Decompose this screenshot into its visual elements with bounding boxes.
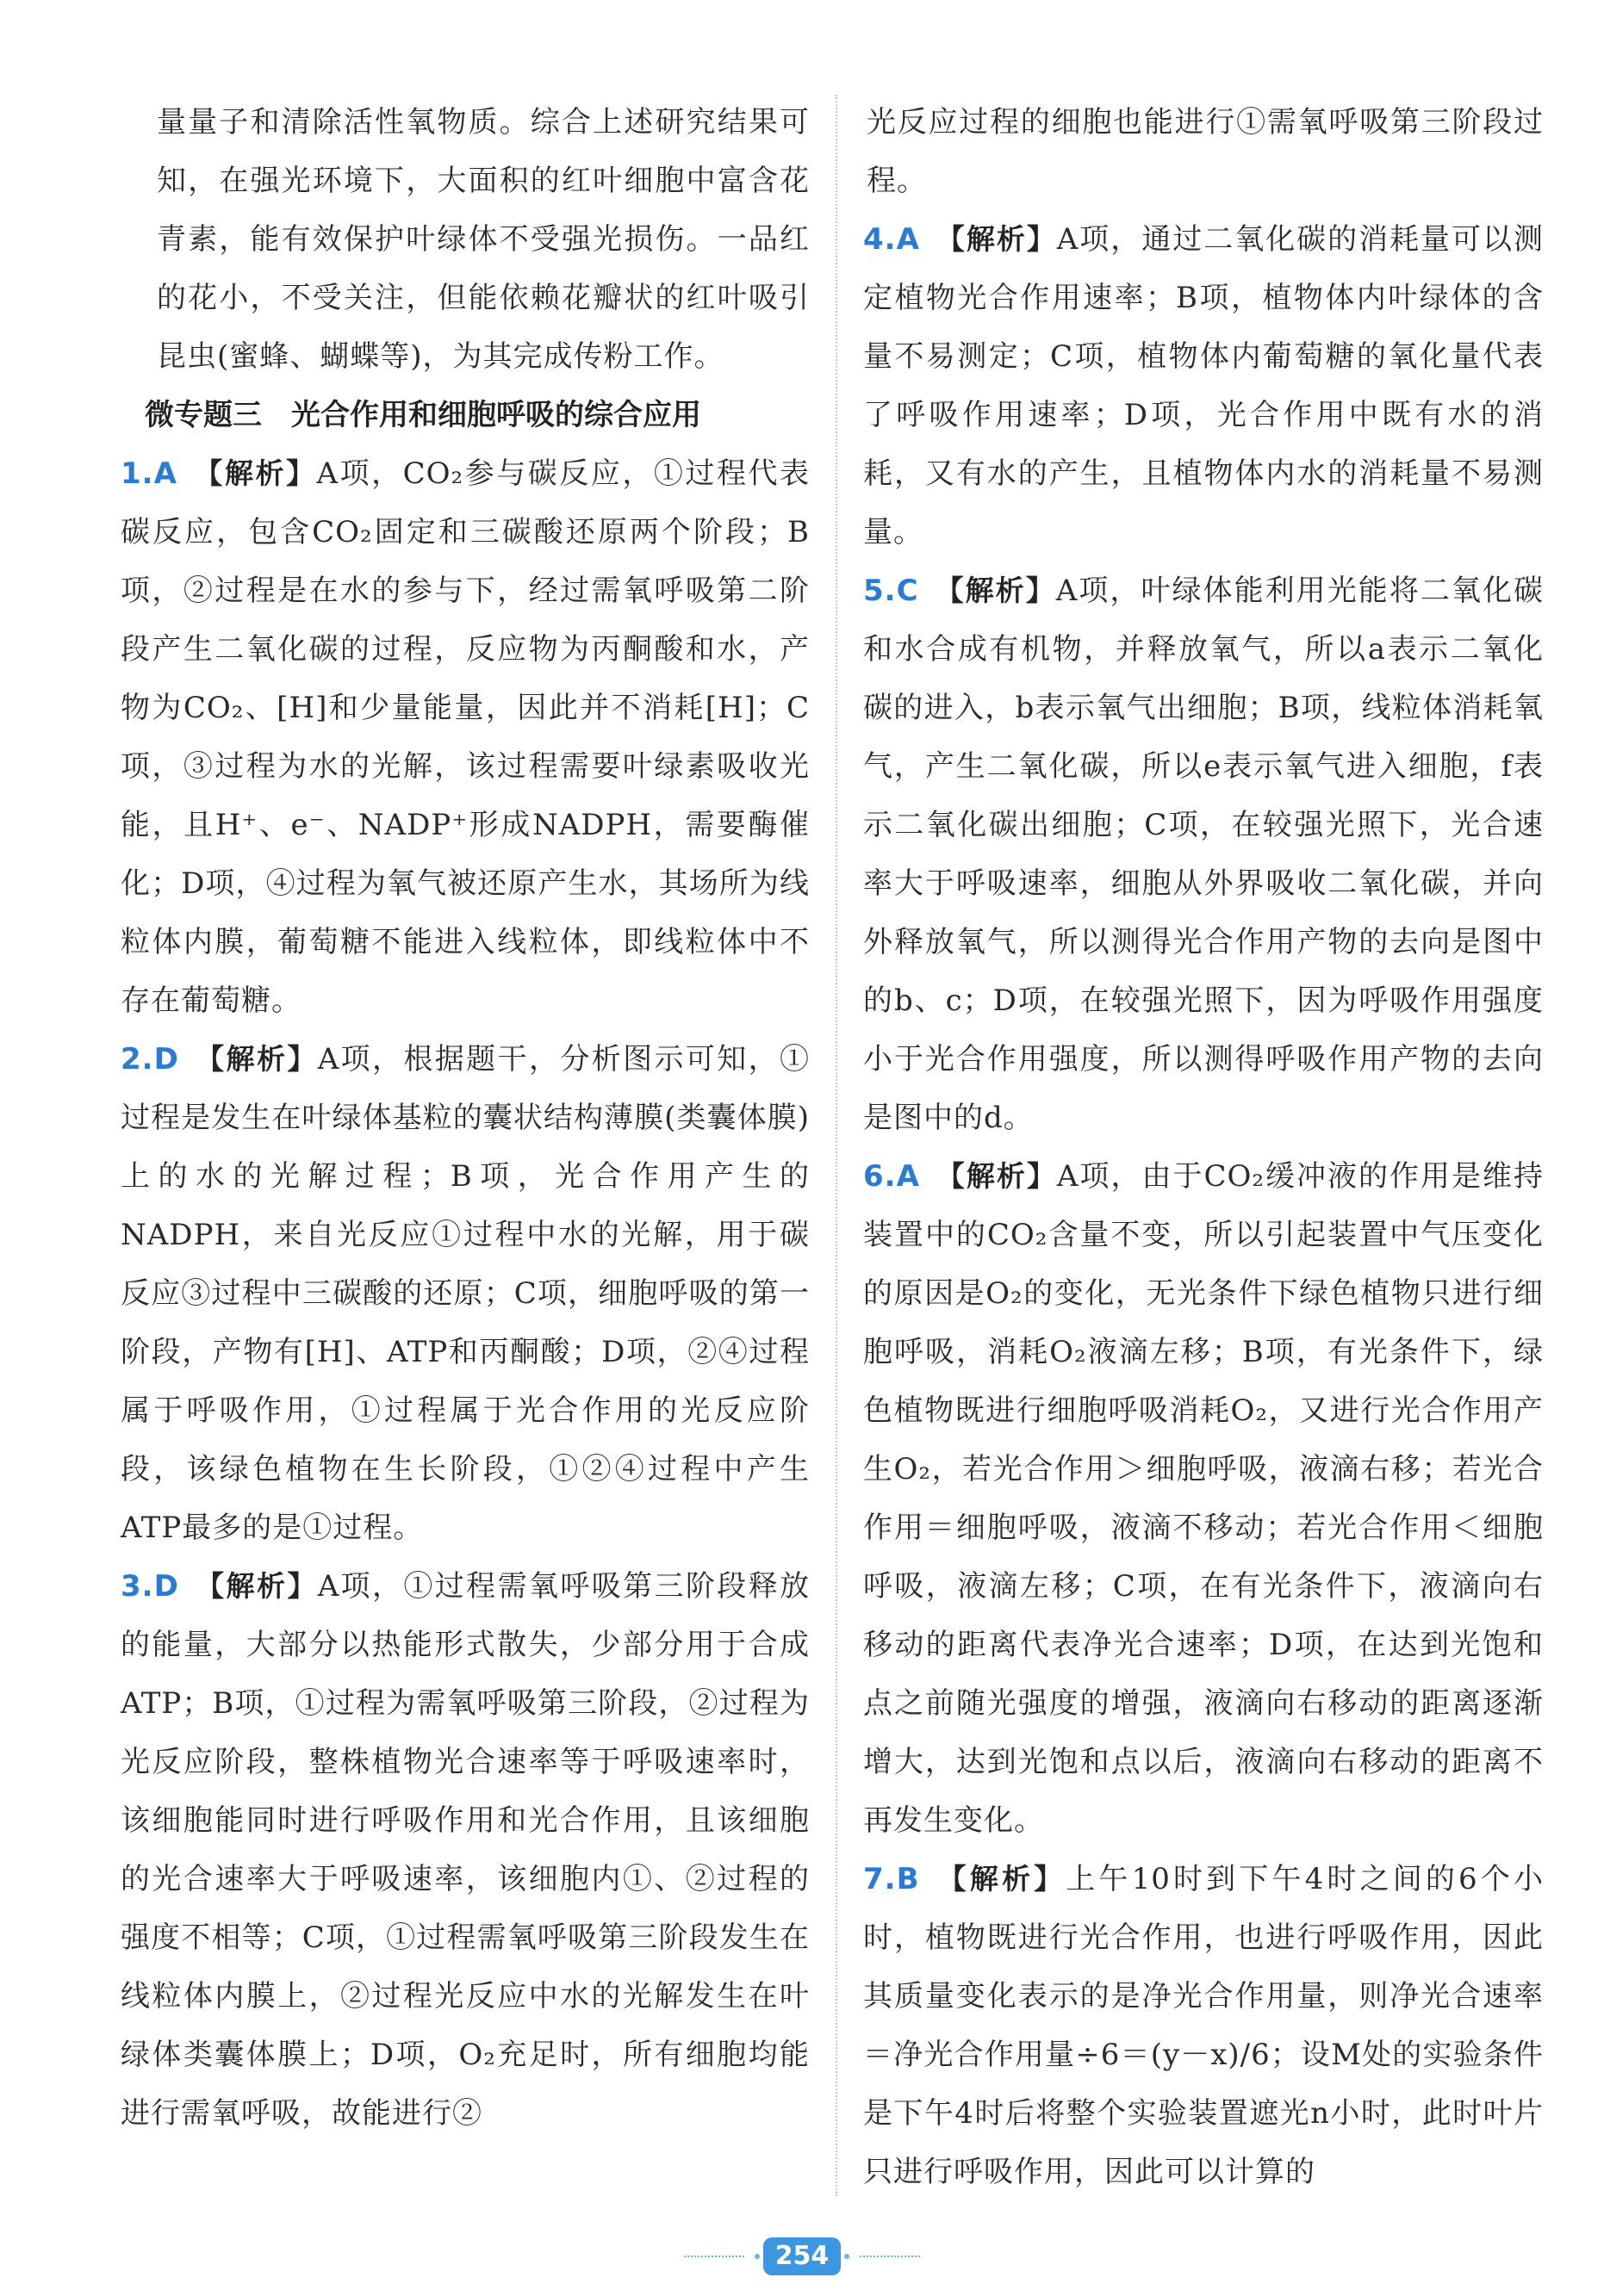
answer-number: 2.D <box>121 1042 179 1077</box>
answer-item-5 <box>863 562 1544 1147</box>
footer-left-rule <box>684 2256 744 2257</box>
answer-number: 5.C <box>863 574 919 608</box>
footer-dot <box>755 2254 760 2259</box>
page-footer <box>0 2235 1604 2278</box>
answer-number: 4.A <box>863 222 920 257</box>
analysis-tag: 【解析】 <box>194 1569 318 1603</box>
right-intro-paragraph: 光反应过程的细胞也能进行①需氧呼吸第三阶段过程。 <box>867 105 1544 198</box>
column-divider <box>836 95 837 2196</box>
answer-item-4 <box>863 210 1544 562</box>
answer-item-3 <box>121 1557 810 2143</box>
answer-text: A项，①过程需氧呼吸第三阶段释放的能量，大部分以热能形式散失，少部分用于合成ATP；B项，①过程为需氧呼吸第三阶段，②过程为光反应阶段，整株植物光合速率等于呼吸速率时，该细胞能同时进行呼吸作用和光合作用，且该细胞的光合速率大于呼吸速率，该细胞内①、②过程的强度不相等；C项，①过程需氧呼吸第三阶段发生在线粒体内膜上，②过程光反应中水的光解发生在叶绿体类囊体膜上；D项，O₂充足时，所有细胞均能进行需氧呼吸，故能进行② <box>121 1569 811 2131</box>
analysis-tag: 【解析】 <box>935 1159 1057 1193</box>
left-column <box>121 93 810 2143</box>
answer-number: 6.A <box>863 1159 920 1194</box>
analysis-tag: 【解析】 <box>934 574 1056 607</box>
answer-text: A项，CO₂参与碳反应，①过程代表碳反应，包含CO₂固定和三碳酸还原两个阶段；B项，②过程是在水的参与下，经过需氧呼吸第二阶段产生二氧化碳的过程，反应物为丙酮酸和水，产物为CO₂、[H]和少量能量，因此并不消耗[H]；C项，③过程为水的光解，该过程需要叶绿素吸收光能，且H⁺、e⁻、NADP⁺形成NADPH，需要酶催化；D项，④过程为氧气被还原产生水，其场所为线粒体内膜，葡萄糖不能进入线粒体，即线粒体中不存在葡萄糖。 <box>121 456 810 1018</box>
answer-item-1 <box>121 444 810 1030</box>
analysis-tag: 【解析】 <box>935 1862 1066 1896</box>
answer-text: 上午10时到下午4时之间的6个小时，植物既进行光合作用，也进行呼吸作用，因此其质量变化表示的是净光合作用量，则净光合速率＝净光合作用量÷6＝(y－x)/6；设M处的实验条件是下午4时后将整个实验装置遮光n小时，此时叶片只进行呼吸作用，因此可以计算的 <box>863 1862 1544 2189</box>
analysis-tag: 【解析】 <box>935 222 1057 256</box>
page-number: 254 <box>763 2237 842 2275</box>
answer-text: A项，叶绿体能利用光能将二氧化碳和水合成有机物，并释放氧气，所以a表示二氧化碳的进入，b表示氧气出细胞；B项，线粒体消耗氧气，产生二氧化碳，所以e表示氧气进入细胞，f表示二氧化碳出细胞；C项，在较强光照下，光合速率大于呼吸速率，细胞从外界吸收二氧化碳，并向外释放氧气，所以测得光合作用产物的去向是图中的b、c；D项，在较强光照下，因为呼吸作用强度小于光合作用强度，所以测得呼吸作用产物的去向是图中的d。 <box>863 574 1544 1135</box>
footer-dot <box>844 2254 849 2259</box>
answer-number: 1.A <box>121 456 177 491</box>
answer-text: A项，根据题干，分析图示可知，①过程是发生在叶绿体基粒的囊状结构薄膜(类囊体膜)上的水的光解过程；B项，光合作用产生的NADPH，来自光反应①过程中水的光解，用于碳反应③过程中三碳酸的还原；C项，细胞呼吸的第一阶段，产物有[H]、ATP和丙酮酸；D项，②④过程属于呼吸作用，①过程属于光合作用的光反应阶段，该绿色植物在生长阶段，①②④过程中产生ATP最多的是①过程。 <box>121 1042 811 1545</box>
left-intro-paragraph: 量量子和清除活性氧物质。综合上述研究结果可知，在强光环境下，大面积的红叶细胞中富含花青素，能有效保护叶绿体不受强光损伤。一品红的花小，不受关注，但能依赖花瓣状的红叶吸引昆虫(蜜蜂、蝴蝶等)，为其完成传粉工作。 <box>157 105 810 374</box>
analysis-tag: 【解析】 <box>192 456 317 490</box>
answer-item-7 <box>863 1850 1544 2201</box>
answer-number: 3.D <box>121 1569 179 1604</box>
answer-number: 7.B <box>863 1862 920 1896</box>
analysis-tag: 【解析】 <box>194 1042 318 1076</box>
answer-text: A项，通过二氧化碳的消耗量可以测定植物光合作用速率；B项，植物体内叶绿体的含量不易测定；C项，植物体内葡萄糖的氧化量代表了呼吸作用速率；D项，光合作用中既有水的消耗，又有水的产生，且植物体内水的消耗量不易测量。 <box>863 222 1544 549</box>
answer-text: A项，由于CO₂缓冲液的作用是维持装置中的CO₂含量不变，所以引起装置中气压变化的原因是O₂的变化，无光条件下绿色植物只进行细胞呼吸，消耗O₂液滴左移；B项，有光条件下，绿色植物既进行细胞呼吸消耗O₂，又进行光合作用产生O₂，若光合作用＞细胞呼吸，液滴右移；若光合作用＝细胞呼吸，液滴不移动；若光合作用＜细胞呼吸，液滴左移；C项，在有光条件下，液滴向右移动的距离代表净光合速率；D项，在达到光饱和点之前随光强度的增强，液滴向右移动的距离逐渐增大，达到光饱和点以后，液滴向右移动的距离不再发生变化。 <box>863 1159 1545 1838</box>
footer-right-rule <box>860 2256 920 2257</box>
answer-item-2 <box>121 1030 810 1557</box>
right-column <box>863 93 1544 2201</box>
section-title: 微专题三 光合作用和细胞呼吸的综合应用 <box>145 398 701 432</box>
answer-item-6 <box>863 1147 1544 1850</box>
